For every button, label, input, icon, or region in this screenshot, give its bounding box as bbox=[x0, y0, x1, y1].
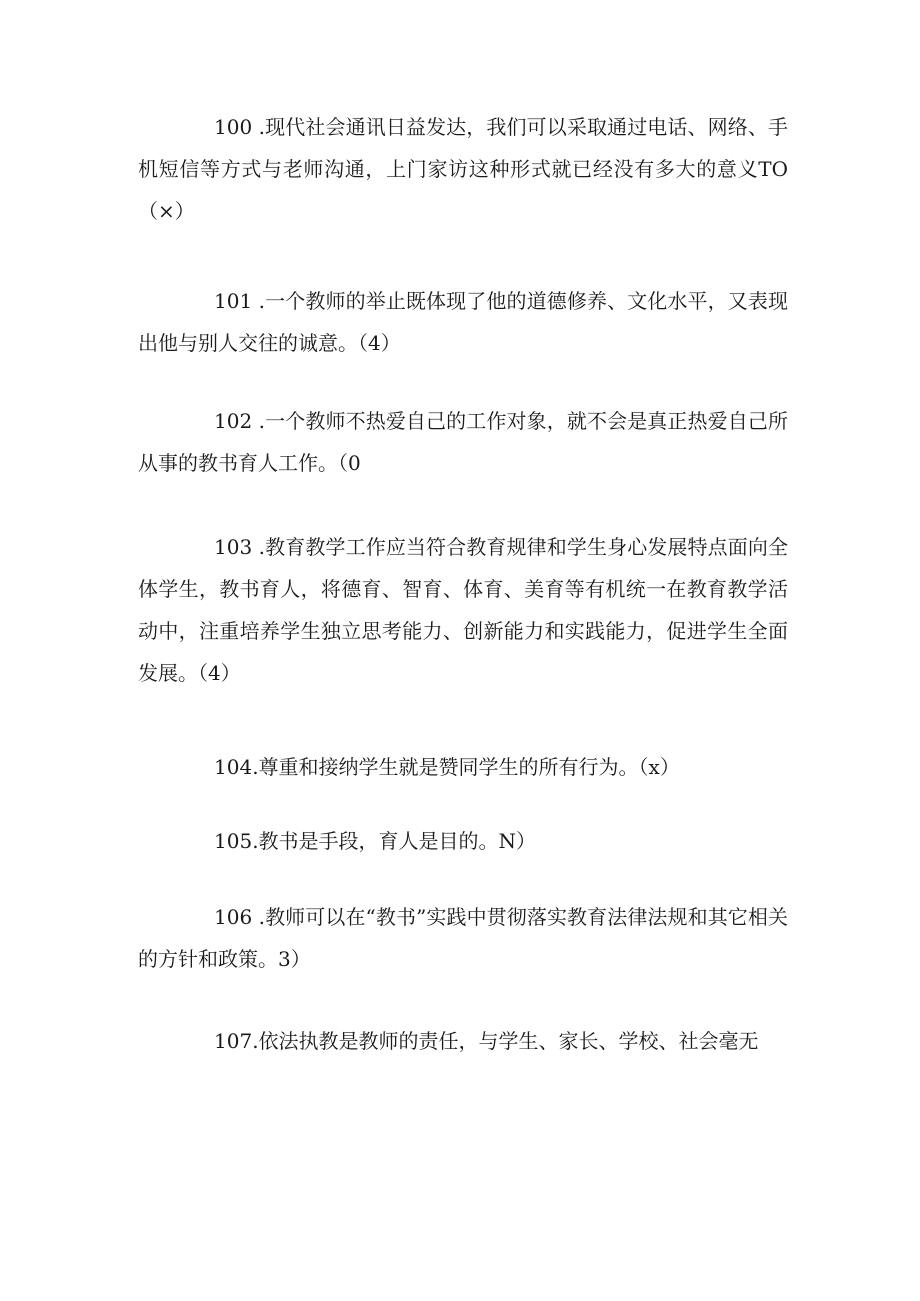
question-number: 101 bbox=[214, 289, 253, 313]
question-text: .教书是手段，育人是目的。N） bbox=[252, 829, 537, 853]
question-number: 104 bbox=[214, 755, 253, 779]
question-item-107 bbox=[138, 1020, 788, 1062]
question-text: .教师可以在“教书”实践中贯彻落实教育法律法规和其它相关的方针和政策。3） bbox=[138, 905, 788, 971]
question-text: .一个教师不热爱自己的工作对象，就不会是真正热爱自己所从事的教书育人工作。（0 bbox=[138, 409, 788, 475]
question-number: 103 bbox=[214, 535, 253, 559]
question-number: 107 bbox=[214, 1029, 253, 1053]
question-text: .依法执教是教师的责任，与学生、家长、学校、社会毫无 bbox=[252, 1029, 759, 1053]
question-item-100 bbox=[138, 106, 788, 232]
question-item-104 bbox=[138, 746, 788, 788]
question-item-105 bbox=[138, 820, 788, 862]
question-number: 105 bbox=[214, 829, 253, 853]
question-item-102 bbox=[138, 400, 788, 484]
question-item-101 bbox=[138, 280, 788, 364]
question-item-103 bbox=[138, 526, 788, 694]
question-number: 100 bbox=[214, 115, 253, 139]
question-text: .现代社会通讯日益发达，我们可以采取通过电话、网络、手机短信等方式与老师沟通，上门家访这种形式就已经没有多大的意义TO（×） bbox=[138, 115, 788, 223]
question-text: .一个教师的举止既体现了他的道德修养、文化水平，又表现出他与别人交往的诚意。（4） bbox=[138, 289, 788, 355]
question-number: 102 bbox=[214, 409, 253, 433]
question-number: 106 bbox=[214, 905, 253, 929]
question-text: .教育教学工作应当符合教育规律和学生身心发展特点面向全体学生，教书育人，将德育、智育、体育、美育等有机统一在教育教学活动中，注重培养学生独立思考能力、创新能力和实践能力，促进学生全面发展。（4） bbox=[138, 535, 788, 685]
question-item-106 bbox=[138, 896, 788, 980]
question-text: .尊重和接纳学生就是赞同学生的所有行为。（x） bbox=[252, 755, 680, 779]
